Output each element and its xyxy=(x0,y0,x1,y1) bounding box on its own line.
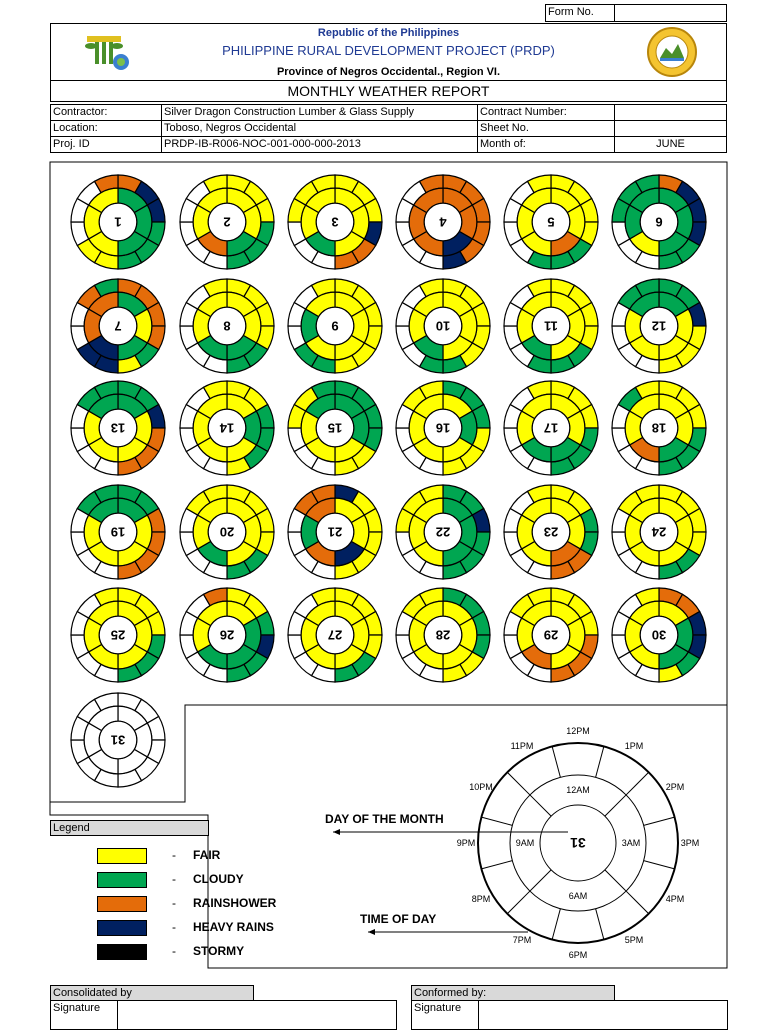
day-number: 20 xyxy=(219,524,235,540)
day-circle-8[interactable] xyxy=(180,279,274,373)
key-inner-label: 6AM xyxy=(568,891,588,901)
day-circle-13[interactable] xyxy=(71,381,165,475)
day-number: 23 xyxy=(543,524,559,540)
day-number: 3 xyxy=(331,214,339,230)
republic-text: Republic of the Philippines xyxy=(317,27,460,39)
day-number: 25 xyxy=(110,627,126,643)
time-arrow-head xyxy=(368,929,375,935)
location-label: Location: xyxy=(50,120,162,137)
day-circle-21[interactable] xyxy=(288,485,382,579)
day-circle-23[interactable] xyxy=(504,485,598,579)
key-hour-label: 12PM xyxy=(566,726,590,736)
conformed-by-label: Conformed by: xyxy=(411,985,615,1001)
day-number: 15 xyxy=(327,420,343,436)
day-circle-6[interactable] xyxy=(612,175,706,269)
day-number: 27 xyxy=(327,627,343,643)
day-circle-2[interactable] xyxy=(180,175,274,269)
time-of-day-label: TIME OF DAY xyxy=(360,912,437,926)
day-circle-18[interactable] xyxy=(612,381,706,475)
day-number: 26 xyxy=(219,627,235,643)
day-number: 17 xyxy=(543,420,559,436)
projid-value[interactable]: PRDP-IB-R006-NOC-001-000-000-2013 xyxy=(161,136,478,153)
key-inner-label: 9AM xyxy=(515,838,535,848)
legend-title: Legend xyxy=(50,820,209,836)
key-hour-label: 8PM xyxy=(471,894,491,904)
day-circle-24[interactable] xyxy=(612,485,706,579)
signature-field-2[interactable] xyxy=(478,1000,728,1030)
legend-dash: - xyxy=(172,872,176,886)
key-hour-label: 4PM xyxy=(665,894,685,904)
day-number: 1 xyxy=(114,214,122,230)
location-value[interactable]: Toboso, Negros Occidental xyxy=(161,120,478,137)
contract-number-label: Contract Number: xyxy=(477,104,615,121)
day-circle-10[interactable] xyxy=(396,279,490,373)
month-value[interactable]: JUNE xyxy=(614,136,727,153)
day-circle-31[interactable] xyxy=(71,693,165,787)
day-number: 16 xyxy=(435,420,451,436)
day-number: 29 xyxy=(543,627,559,643)
key-hour-label: 6PM xyxy=(568,950,588,960)
day-number: 28 xyxy=(435,627,451,643)
day-circle-11[interactable] xyxy=(504,279,598,373)
legend-swatch-stormy xyxy=(97,944,147,960)
day-circle-28[interactable] xyxy=(396,588,490,682)
day-circle-17[interactable] xyxy=(504,381,598,475)
day-number: 10 xyxy=(435,318,451,334)
sheet-no-label: Sheet No. xyxy=(477,120,615,137)
day-number: 31 xyxy=(110,732,126,748)
legend-dash: - xyxy=(172,896,176,910)
legend-label-heavy: HEAVY RAINS xyxy=(193,920,274,934)
day-number: 30 xyxy=(651,627,667,643)
day-circle-12[interactable] xyxy=(612,279,706,373)
day-number: 12 xyxy=(651,318,667,334)
projid-label: Proj. ID xyxy=(50,136,162,153)
day-circle-14[interactable] xyxy=(180,381,274,475)
day-number: 14 xyxy=(219,420,235,436)
key-hour-label: 5PM xyxy=(624,934,644,945)
legend-swatch-heavy xyxy=(97,920,147,936)
consolidated-by-label: Consolidated by xyxy=(50,985,254,1001)
day-number: 4 xyxy=(439,214,447,230)
legend-swatch-cloudy xyxy=(97,872,147,888)
legend-swatch-rainshower xyxy=(97,896,147,912)
day-circle-20[interactable] xyxy=(180,485,274,579)
day-circle-4[interactable] xyxy=(396,175,490,269)
legend-label-rainshower: RAINSHOWER xyxy=(193,896,277,910)
legend-dash: - xyxy=(172,944,176,958)
day-circle-3[interactable] xyxy=(288,175,382,269)
key-inner-label: 3AM xyxy=(621,838,641,848)
day-circles-group xyxy=(71,175,706,787)
day-circle-9[interactable] xyxy=(288,279,382,373)
day-number: 6 xyxy=(655,214,663,230)
day-circle-27[interactable] xyxy=(288,588,382,682)
day-number: 7 xyxy=(114,318,122,334)
signature-label-1: Signature xyxy=(50,1000,118,1030)
day-circle-25[interactable] xyxy=(71,588,165,682)
day-circle-7[interactable] xyxy=(71,279,165,373)
key-hour-label: 2PM xyxy=(665,782,685,792)
day-circle-29[interactable] xyxy=(504,588,598,682)
key-hour-label: 7PM xyxy=(512,934,532,945)
contractor-value[interactable]: Silver Dragon Construction Lumber & Glass Supply xyxy=(161,104,478,121)
day-circle-30[interactable] xyxy=(612,588,706,682)
legend-label-stormy: STORMY xyxy=(193,944,245,958)
legend-dash: - xyxy=(172,920,176,934)
form-no-label: Form No. xyxy=(545,4,615,22)
legend-swatch-fair xyxy=(97,848,147,864)
day-of-month-label: DAY OF THE MONTH xyxy=(325,812,444,826)
day-circle-26[interactable] xyxy=(180,588,274,682)
project-title: PHILIPPINE RURAL DEVELOPMENT PROJECT (PRDP) xyxy=(222,43,555,58)
day-number: 24 xyxy=(651,524,667,540)
key-hour-label: 9PM xyxy=(456,838,476,848)
legend-label-fair: FAIR xyxy=(193,848,221,862)
province-text: Province of Negros Occidental., Region VI. xyxy=(276,66,501,78)
day-number: 11 xyxy=(544,318,558,334)
key-day-number: 31 xyxy=(570,835,586,851)
contractor-label: Contractor: xyxy=(50,104,162,121)
signature-field-1[interactable] xyxy=(117,1000,397,1030)
key-inner-label: 12AM xyxy=(566,785,590,795)
report-title: MONTHLY WEATHER REPORT xyxy=(50,80,727,102)
day-circle-5[interactable] xyxy=(504,175,598,269)
day-number: 13 xyxy=(110,420,126,436)
month-label: Month of: xyxy=(477,136,615,153)
day-number: 22 xyxy=(435,524,451,540)
key-hour-label: 1PM xyxy=(624,741,644,752)
legend-label-cloudy: CLOUDY xyxy=(193,872,244,886)
day-circle-19[interactable] xyxy=(71,485,165,579)
day-number: 5 xyxy=(547,214,555,230)
day-circle-22[interactable] xyxy=(396,485,490,579)
key-hour-label: 3PM xyxy=(680,838,700,848)
signature-label-2: Signature xyxy=(411,1000,479,1030)
day-circle-1[interactable] xyxy=(71,175,165,269)
day-number: 9 xyxy=(331,318,339,334)
day-arrow-head xyxy=(333,829,340,835)
day-circle-16[interactable] xyxy=(396,381,490,475)
day-number: 19 xyxy=(110,524,126,540)
day-number: 8 xyxy=(223,318,231,334)
legend-dash: - xyxy=(172,848,176,862)
key-hour-label: 11PM xyxy=(510,741,534,752)
day-number: 2 xyxy=(223,214,231,230)
day-circle-15[interactable] xyxy=(288,381,382,475)
key-hour-label: 10PM xyxy=(469,782,493,792)
day-number: 18 xyxy=(651,420,667,436)
day-number: 21 xyxy=(327,524,343,540)
